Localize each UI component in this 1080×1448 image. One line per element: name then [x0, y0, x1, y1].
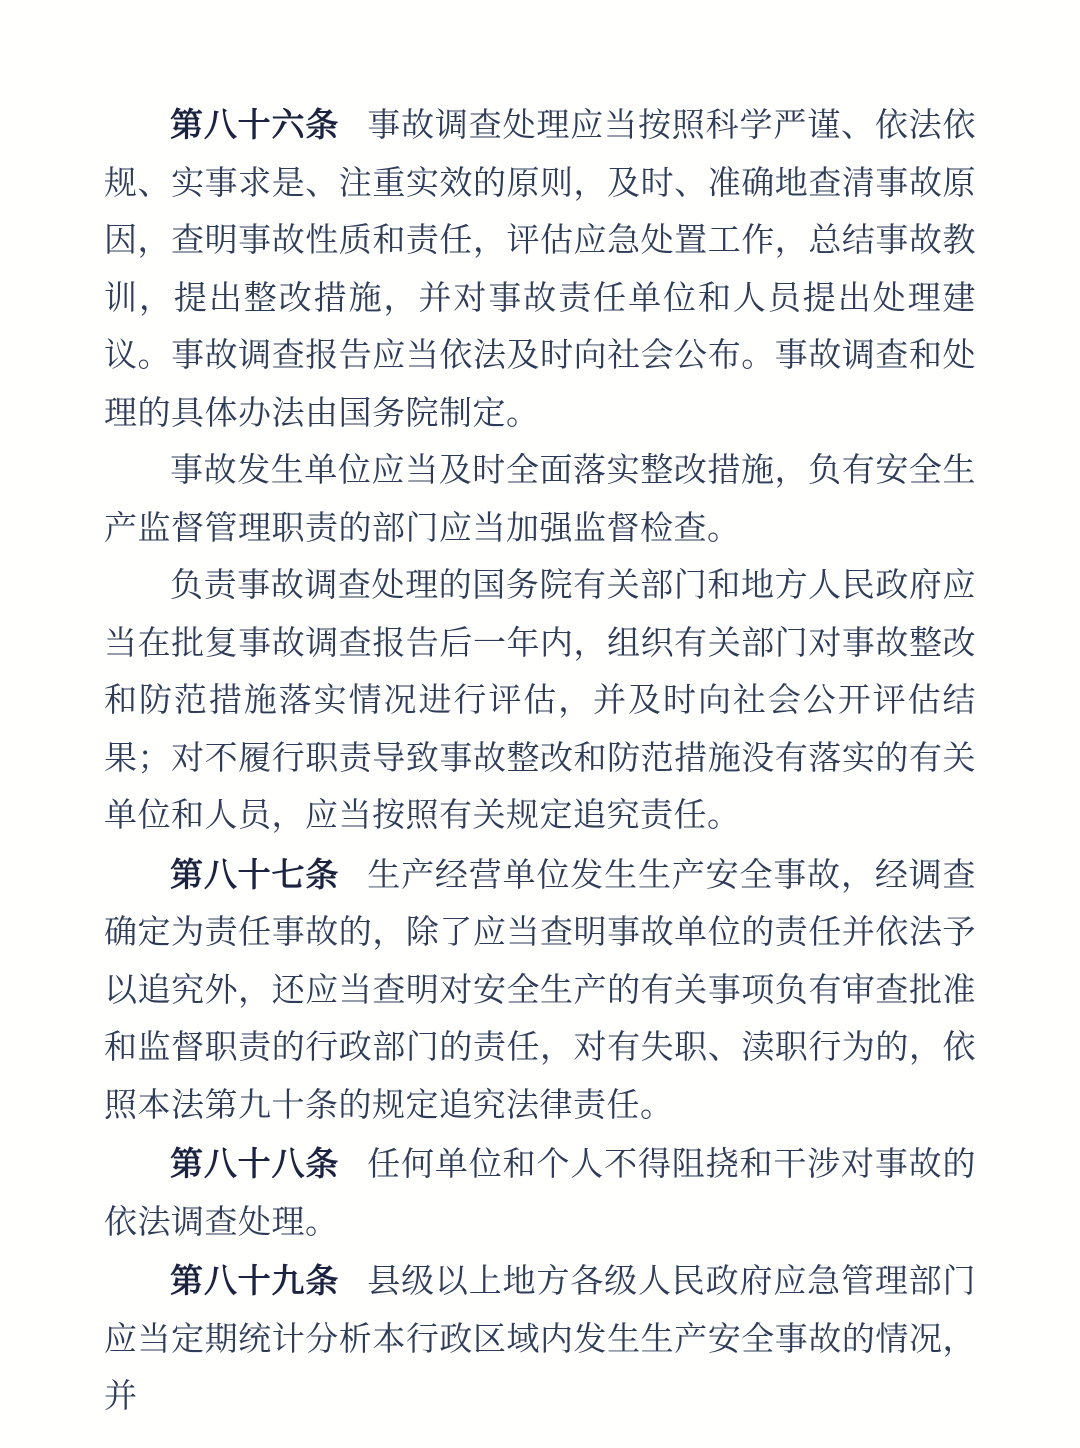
paragraph — [104, 846, 976, 1136]
paragraph — [104, 96, 976, 443]
paragraph-text: 县级以上地方各级人民政府应急管理部门应当定期统计分析本行政区域内发生生产安全事故的情况，并 — [104, 1264, 977, 1415]
article-number: 第八十六条 — [170, 106, 340, 143]
paragraph-text: 事故调查处理应当按照科学严谨、依法依规、实事求是、注重实效的原则，及时、准确地查清事故原因，查明事故性质和责任，评估应急处置工作，总结事故教训，提出整改措施，并对事故责任单位和人员提出处理建议。事故调查报告应当依法及时向社会公布。事故调查和处理的具体办法由国务院制定。 — [104, 108, 977, 432]
paragraph-text: 任何单位和个人不得阻挠和干涉对事故的依法调查处理。 — [104, 1147, 977, 1241]
article-number: 第八十八条 — [170, 1145, 340, 1182]
article-number: 第八十九条 — [170, 1262, 340, 1299]
paragraph-text: 事故发生单位应当及时全面落实整改措施，负有安全生产监督管理职责的部门应当加强监督检查。 — [104, 453, 976, 547]
paragraph — [104, 1135, 976, 1252]
article-number: 第八十七条 — [170, 855, 340, 893]
document-body — [104, 96, 976, 1427]
paragraph — [104, 1252, 976, 1427]
paragraph — [104, 558, 976, 846]
paragraph-text: 生产经营单位发生生产安全事故，经调查确定为责任事故的，除了应当查明事故单位的责任并依法予以追究外，还应当查明对安全生产的有关事项负有审查批准和监督职责的行政部门的责任，对有失职、渎职行为的，依照本法第九十条的规定追究法律责任。 — [104, 857, 977, 1124]
paragraph — [104, 443, 976, 558]
paragraph-text: 负责事故调查处理的国务院有关部门和地方人民政府应当在批复事故调查报告后一年内，组织有关部门对事故整改和防范措施落实情况进行评估，并及时向社会公开评估结果；对不履行职责导致事故整改和防范措施没有落实的有关单位和人员，应当按照有关规定追究责任。 — [104, 568, 976, 834]
